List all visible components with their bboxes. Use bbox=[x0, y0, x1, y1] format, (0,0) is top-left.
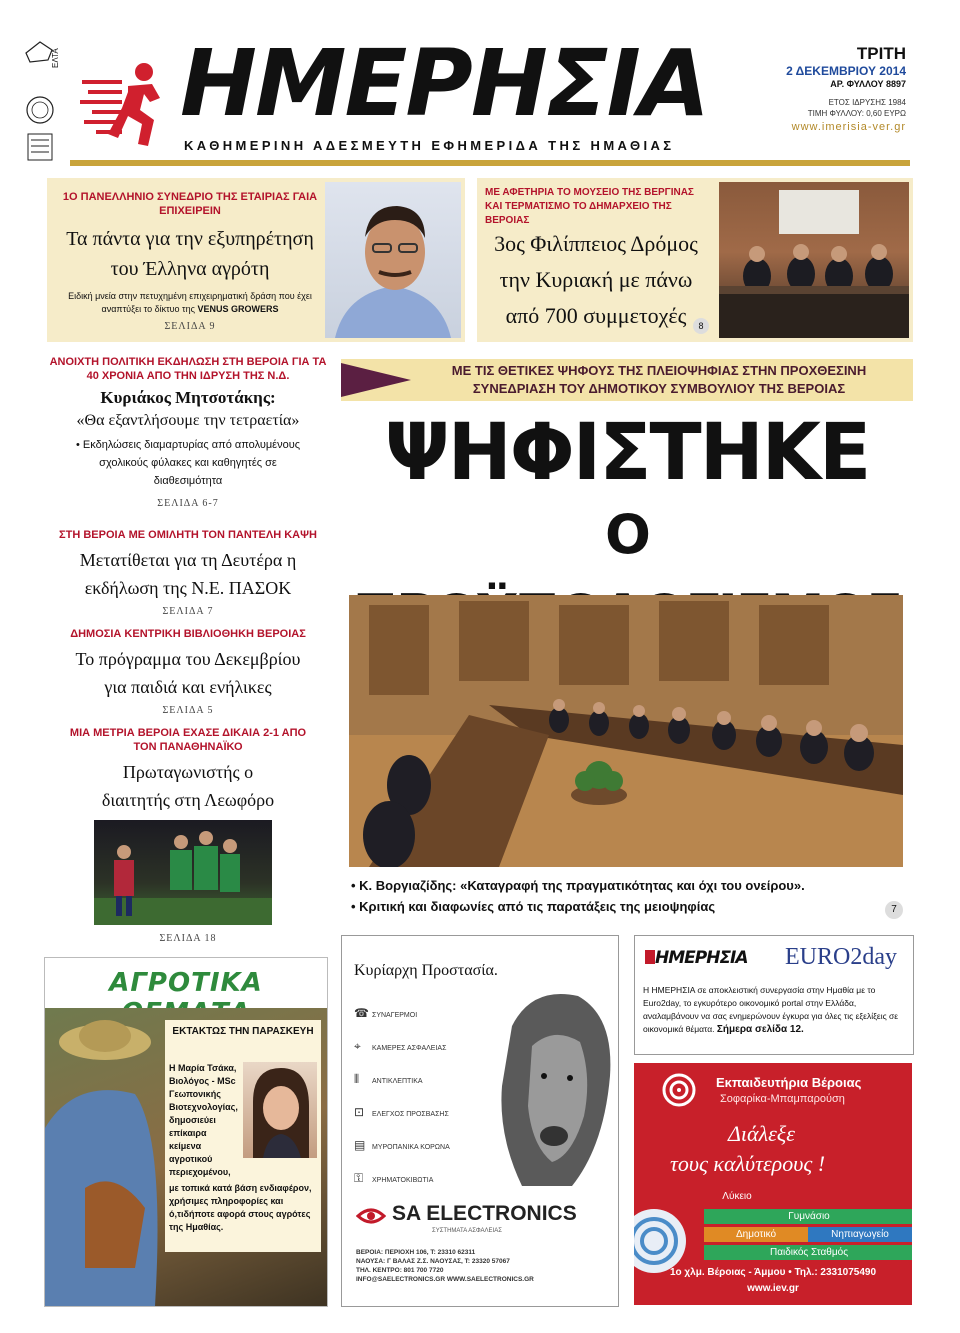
main-bullet-text: Κ. Βοργιαζίδης: «Καταγραφή της πραγματικότητας και όχι του ονείρου». bbox=[359, 878, 805, 893]
euro2day-brand-left: ΗΜΕΡΗΣΙΑ bbox=[655, 948, 748, 968]
masthead-rule bbox=[70, 160, 910, 166]
sa-eye-logo-icon bbox=[356, 1204, 386, 1228]
story-kicker: 1Ο ΠΑΝΕΛΛΗΝΙΟ ΣΥΝΕΔΡΙΟ ΤΗΣ ΕΤΑΙΡΙΑΣ ΓΑΙΑ ΕΠΙΧΕΙΡΕΙΝ bbox=[62, 191, 318, 217]
football-players-icon bbox=[94, 820, 272, 925]
euro2day-body: Η ΗΜΕΡΗΣΙΑ σε αποκλειστική συνεργασία στην Ημαθία με το Euro2day, το εγκυρότερο οικονομικό portal στην Ελλάδα, αναλαμβάνουν να σας ενημερώνουν έγκυρα για όλες τις εξελίξεις σε οικονομικά θέματα. bbox=[643, 985, 899, 1034]
main-bullet-1: • Κ. Βοργιαζίδης: «Καταγραφή της πραγματικότητας και όχι του ονείρου». bbox=[351, 878, 805, 893]
story-kicker: ΣΤΗ ΒΕΡΟΙΑ ΜΕ ΟΜΙΛΗΤΗ ΤΟΝ ΠΑΝΤΕΛΗ ΚΑΨΗ bbox=[59, 529, 317, 541]
story-summary-text: Ειδική μνεία στην πετυχημένη επιχειρηματική δράση που έχει αναπτύξει το δίκτυο της bbox=[68, 291, 312, 314]
agrotika-text-1: Η Μαρία Τσάκα, Βιολόγος - MSc Γεωπονικής Βιοτεχνολογίας, δημοσιεύει επίκαιρα κείμενα αγροτικού περιεχομένου, bbox=[169, 1063, 238, 1177]
story-kicker: ΔΗΜΟΣΙΑ ΚΕΝΤΡΙΚΗ ΒΙΒΛΙΟΘΗΚΗ ΒΕΡΟΙΑΣ bbox=[70, 628, 306, 640]
sa-contacts bbox=[356, 1248, 612, 1284]
main-kicker: ΜΕ ΤΙΣ ΘΕΤΙΚΕΣ ΨΗΦΟΥΣ ΤΗΣ ΠΛΕΙΟΨΗΦΙΑΣ ΣΤΗΝ ΠΡΟΧΘΕΣΙΝΗ ΣΥΝΕΔΡΙΑΣΗ ΤΟΥ ΔΗΜΟΤΙΚΟΥ ΣΥΜΒΟΥΛΙΟΥ ΤΗΣ ΒΕΡΟΙΑΣ bbox=[451, 363, 867, 396]
masthead-title: ΗΜΕΡΗΣΙΑ bbox=[180, 30, 709, 137]
sa-service-item bbox=[354, 1031, 504, 1064]
euro2day-runner-icon bbox=[645, 950, 655, 964]
panel-table-icon bbox=[719, 182, 909, 338]
level-lykeio: Λύκειο bbox=[722, 1191, 752, 1202]
sa-contact: ΤΗΛ. ΚΕΝΤΡΟ: 801 700 7720 bbox=[356, 1267, 444, 1274]
pennant-icon bbox=[341, 359, 411, 401]
football-photo bbox=[94, 820, 272, 925]
sidebar-story-3[interactable] bbox=[47, 627, 329, 716]
sa-electronics-ad[interactable] bbox=[341, 935, 619, 1307]
euro2day-text bbox=[643, 984, 907, 1036]
sa-contact: ΒΕΡΟΙΑ: ΠΕΡΙΟΧΗ 106, Τ: 23310 62311 bbox=[356, 1249, 476, 1256]
sa-contact: ΝΑΟΥΣΑ: Γ ΒΑΛΑΣ Ζ.Σ. ΝΑΟΥΣΑΣ, Τ: 23320 57067 bbox=[356, 1258, 510, 1265]
agrotika-text-panel bbox=[165, 1020, 321, 1252]
edition-founded: ΕΤΟΣ ΙΔΡΥΣΗΣ 1984 bbox=[828, 98, 906, 107]
lion-photo bbox=[492, 986, 614, 1186]
elta-stamp bbox=[18, 38, 66, 163]
level-nipiagogeio: Νηπιαγωγείο bbox=[808, 1227, 912, 1242]
sa-logo bbox=[356, 1204, 386, 1228]
story-left-top[interactable] bbox=[47, 178, 465, 342]
story-headline: Τα πάντα για την εξυπηρέτηση του Έλληνα αγρότη bbox=[66, 228, 314, 280]
edition-date: 2 ΔΕΚΕΜΒΡΙΟΥ 2014 bbox=[786, 64, 906, 78]
iev-address: 1ο χλμ. Βέροιας - Άμμου • Τηλ.: 2331075490 bbox=[669, 1267, 877, 1278]
sidebar-story-1[interactable] bbox=[47, 355, 329, 509]
sa-service-item bbox=[354, 1097, 504, 1130]
agrotika-title: ΑΓΡΟΤΙΚΑ bbox=[109, 968, 263, 998]
kicker-banner bbox=[341, 359, 913, 401]
agrotika-text-2: με τοπικά κατά βάση ενδιαφέρον, χρήσιμες πληροφορίες και ό,τιδήποτε αφορά στους αγρότες της Ημαθίας. bbox=[169, 1183, 312, 1232]
story-headline: Μετατίθεται για τη Δευτέρα η εκδήλωση της Ν.Ε. ΠΑΣΟΚ bbox=[79, 550, 297, 598]
sa-service-item bbox=[354, 998, 504, 1031]
level-paidikos: Παιδικός Σταθμός bbox=[704, 1245, 912, 1260]
euro2day-cta: Σήμερα σελίδα 12. bbox=[716, 1024, 804, 1035]
story-bullet: • Εκδηλώσεις διαμαρτυρίας από απολυμένους σχολικούς φύλακες και καθηγητές σε διαθεσιμότητα bbox=[75, 439, 301, 487]
masthead-subtitle: ΚΑΘΗΜΕΡΙΝΗ ΑΔΕΣΜΕΥΤΗ ΕΦΗΜΕΡΙΔΑ ΤΗΣ ΗΜΑΘΙΑΣ bbox=[184, 138, 675, 153]
sa-service-label: ΧΡΗΜΑΤΟΚΙΒΩΤΙΑ bbox=[372, 1177, 434, 1184]
edition-info bbox=[740, 44, 906, 133]
author-photo bbox=[243, 1062, 317, 1158]
edition-price: ΤΙΜΗ ΦΥΛΛΟΥ: 0,60 ΕΥΡΩ bbox=[807, 109, 906, 118]
sa-service-item bbox=[354, 1163, 504, 1196]
sa-contact: INFO@SAELECTRONICS.GR WWW.SAELECTRONICS.GR bbox=[356, 1276, 534, 1283]
portrait-photo bbox=[325, 182, 461, 338]
sa-heading: Κυρίαρχη Προστασία. bbox=[354, 962, 498, 979]
main-headline-line-1: ΨΗΦΙΣΤΗΚΕ bbox=[384, 408, 870, 498]
story-page-ref: ΣΕΛΙΔΑ 18 bbox=[159, 933, 217, 944]
story-kicker: ΑΝΟΙΧΤΗ ΠΟΛΙΤΙΚΗ ΕΚΔΗΛΩΣΗ ΣΤΗ ΒΕΡΟΙΑ ΓΙΑ ΤΑ 40 ΧΡΟΝΙΑ ΑΠΟ ΤΗΝ ΙΔΡΥΣΗ ΤΗΣ Ν.Δ. bbox=[49, 356, 327, 382]
main-bullet-2: • Κριτική και διαφωνίες από τις παρατάξεις της μειοψηφίας bbox=[351, 899, 716, 914]
story-kicker: ΜΕ ΑΦΕΤΗΡΙΑ ΤΟ ΜΟΥΣΕΙΟ ΤΗΣ ΒΕΡΓΙΝΑΣ ΚΑΙ ΤΕΡΜΑΤΙΣΜΟ ΤΟ ΔΗΜΑΡΧΕΙΟ ΤΗΣ ΒΕΡΟΙΑΣ bbox=[485, 187, 694, 226]
sa-service-label: ΜΥΡΟΠΑΝΙΚΑ ΚΟΡΩΝΑ bbox=[372, 1144, 450, 1151]
runner-logo bbox=[78, 58, 173, 150]
iev-slogan-1: Διάλεξε bbox=[728, 1121, 795, 1146]
antitheft-icon: ⫴ bbox=[354, 1072, 360, 1086]
sa-service-label: ΣΥΝΑΓΕΡΜΟΙ bbox=[372, 1012, 418, 1019]
council-session-icon bbox=[349, 595, 903, 867]
iev-web[interactable]: www.iev.gr bbox=[747, 1283, 799, 1294]
iev-slogan-2: τους καλύτερους ! bbox=[670, 1151, 826, 1176]
story-kicker: ΜΙΑ ΜΕΤΡΙΑ ΒΕΡΟΙΑ ΕΧΑΣΕ ΔΙΚΑΙΑ 2-1 ΑΠΟ ΤΟΝ ΠΑΝΑΘΗΝΑΪΚΟ bbox=[69, 727, 307, 753]
main-bullet-text: Κριτική και διαφωνίες από τις παρατάξεις της μειοψηφίας bbox=[359, 899, 716, 914]
sa-service-label: ΑΝΤΙΚΛΕΠΤΙΚΑ bbox=[372, 1078, 423, 1085]
sa-service-label: ΚΑΜΕΡΕΣ ΑΣΦΑΛΕΙΑΣ bbox=[372, 1045, 447, 1052]
main-headline-line-2: Ο bbox=[605, 503, 649, 566]
story-page-ref: ΣΕΛΙΔΑ 6-7 bbox=[157, 498, 219, 509]
story-page-ref: ΣΕΛΙΔΑ 9 bbox=[164, 321, 216, 332]
edition-day: ΤΡΙΤΗ bbox=[856, 44, 906, 63]
main-bullets bbox=[351, 875, 911, 917]
level-gymnasio: Γυμνάσιο bbox=[704, 1209, 912, 1224]
press-conference-photo bbox=[719, 182, 909, 338]
document-icon: ▤ bbox=[354, 1138, 366, 1152]
man-portrait-icon bbox=[325, 182, 461, 338]
sa-services bbox=[354, 998, 504, 1196]
story-headline: Κυριάκος Μητσοτάκης: bbox=[100, 388, 276, 407]
euro2day-brand-right: EURO2day bbox=[785, 944, 897, 970]
agrotika-subhead: ΕΚΤΑΚΤΩΣ ΤΗΝ ΠΑΡΑΣΚΕΥΗ bbox=[172, 1026, 314, 1037]
story-quote: «Θα εξαντλήσουμε την τετραετία» bbox=[76, 412, 300, 429]
website-link[interactable]: www.imerisia-ver.gr bbox=[791, 121, 906, 133]
main-story[interactable] bbox=[341, 355, 913, 923]
story-headline: Το πρόγραμμα του Δεκεμβρίου για παιδιά και ενήλικες bbox=[75, 649, 301, 697]
access-control-icon: ⊡ bbox=[354, 1105, 365, 1119]
story-page-ref: ΣΕΛΙΔΑ 7 bbox=[162, 606, 214, 617]
sa-service-item bbox=[354, 1130, 504, 1163]
sa-service-label: ΕΛΕΓΧΟΣ ΠΡΟΣΒΑΣΗΣ bbox=[372, 1111, 449, 1118]
woman-portrait-icon bbox=[243, 1062, 317, 1158]
elta-label: ΕΛΤΑ bbox=[51, 48, 60, 68]
sidebar-story-4[interactable] bbox=[47, 726, 329, 814]
iev-title-1: Εκπαιδευτήρια Βέροιας bbox=[716, 1075, 862, 1090]
sa-brand: SA ELECTRONICS bbox=[392, 1202, 577, 1225]
alarm-icon: ☎ bbox=[354, 1006, 369, 1020]
lion-icon bbox=[492, 986, 614, 1186]
iev-logo-icon bbox=[662, 1073, 696, 1107]
runner-logo-icon bbox=[78, 58, 173, 150]
agrotika-box[interactable] bbox=[44, 957, 328, 1307]
iev-school-ad[interactable] bbox=[634, 1063, 912, 1305]
story-summary-brand: VENUS GROWERS bbox=[197, 304, 279, 314]
iev-logo bbox=[662, 1073, 696, 1107]
story-right-top[interactable] bbox=[477, 178, 913, 342]
sa-tagline: ΣΥΣΤΗΜΑΤΑ ΑΣΦΑΛΕΙΑΣ bbox=[432, 1228, 502, 1234]
sidebar-story-2[interactable] bbox=[47, 528, 329, 617]
story-bullet-text: Εκδηλώσεις διαμαρτυρίας από απολυμένους σχολικούς φύλακες και καθηγητές σε διαθεσιμότητα bbox=[82, 439, 301, 487]
story-headline: 3ος Φιλίππειος Δρόμος την Κυριακή με πάνω από 700 συμμετοχές bbox=[494, 231, 698, 328]
iev-title-2: Σοφαρίκα-Μπαμπαρούση bbox=[720, 1093, 845, 1105]
page-badge: 7 bbox=[885, 901, 903, 919]
page-badge: 8 bbox=[693, 318, 709, 334]
edition-issue: ΑΡ. ΦΥΛΛΟΥ 8897 bbox=[830, 79, 906, 89]
level-dimotiko: Δημοτικό bbox=[704, 1227, 808, 1242]
camera-icon: ⌖ bbox=[354, 1039, 361, 1053]
story-headline: Πρωταγωνιστής ο διαιτητής στη Λεωφόρο bbox=[101, 762, 275, 810]
safe-icon: ⚿ bbox=[354, 1171, 364, 1185]
story-page-ref: ΣΕΛΙΔΑ 5 bbox=[162, 705, 214, 716]
council-meeting-photo bbox=[349, 595, 903, 867]
story-summary bbox=[59, 290, 321, 316]
euro2day-box[interactable] bbox=[634, 935, 914, 1055]
sa-service-item bbox=[354, 1064, 504, 1097]
